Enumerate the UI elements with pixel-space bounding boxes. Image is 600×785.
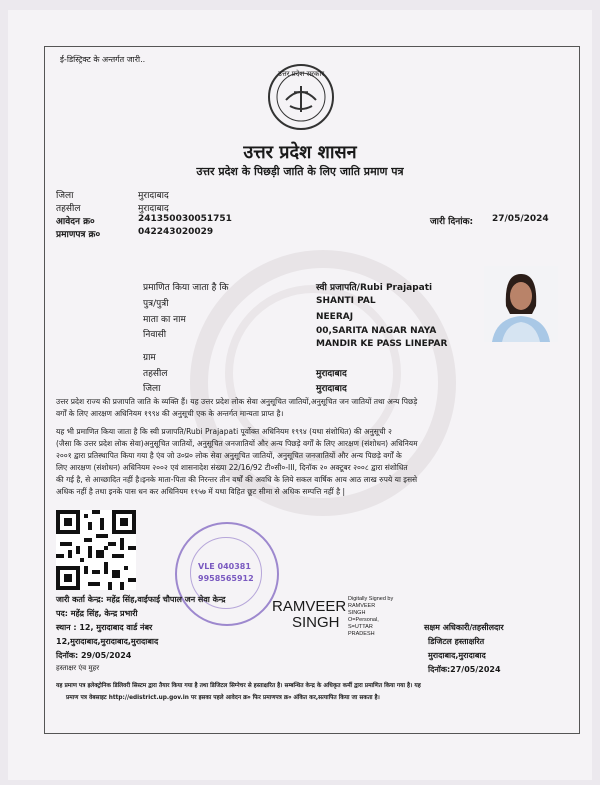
person-tehsil-label: तहसील	[143, 369, 168, 379]
person-district-value: मुरादाबाद	[316, 384, 347, 394]
district-value: मुरादाबाद	[138, 191, 169, 201]
issuer-date: दिनॉक: 29/05/2024	[56, 651, 132, 660]
authority-designation: सक्षम अधिकारी/तहसीलदार	[424, 623, 504, 632]
address-line1: 00,SARITA NAGAR NAYA	[316, 326, 437, 336]
digital-sign-detail-6: PRADESH	[348, 631, 375, 637]
issuer-post: पद: महेंद्र सिंह, केन्द्र प्रभारी	[56, 609, 138, 618]
person-district-label: जिला	[143, 384, 161, 394]
applicant-photo	[484, 266, 558, 342]
tehsil-value: मुरादाबाद	[138, 204, 169, 214]
certify-label: प्रमाणित किया जाता है कि	[143, 283, 229, 293]
issuer-place: स्थान : 12, मुरादाबाद वार्ड नंबर	[56, 623, 153, 632]
digital-sign-detail-3: SINGH	[348, 610, 366, 616]
application-value: 241350030051751	[138, 214, 232, 224]
authority-location: मुरादाबाद,मुरादाबाद	[428, 651, 486, 660]
footer-note-line2: प्रमाण पत्र वेबसाइट http://edistrict.up.gov.in पर इसका पहले आवेदन क्र० फिर प्रमाणपत्र क्र० अंकित कर,सत्यापित किया जा सकता है।	[66, 695, 380, 701]
qr-code	[56, 510, 136, 590]
sign-and-seal-note: हस्ताक्षर एंव मुहर	[56, 664, 100, 672]
digital-sign-detail-2: RAMVEER	[348, 603, 376, 609]
caste-paragraph-line1: उत्तर प्रदेश राज्य की प्रजापति जाति के व्यक्ति हैं। यह उत्तर प्रदेश लोक सेवा अनुसूचित जातियों,अनुसूचित जन जातियों तथा अन्य पिछड़े	[56, 397, 418, 406]
digital-sign-name-line1: RAMVEER	[272, 598, 347, 615]
certify-paragraph-line6: अधिक नहीं है तथा इनके पास धन कर अधिनियम १९५७ में यथा विहित छूट सीमा से अधिक सम्पत्ति नहीं है |	[56, 487, 346, 496]
emblem-label: उत्तर प्रदेश सरकार	[278, 70, 325, 78]
district-label: जिला	[56, 191, 74, 201]
mother-value: NEERAJ	[316, 312, 354, 322]
authority-date: दिनॉक:27/05/2024	[428, 665, 501, 674]
applicant-name: स्वी प्रजापति/Rubi Prajapati	[316, 283, 433, 293]
certify-paragraph-line3: २००१ द्वारा प्रतिस्थापित किया गया है एंव जो उ०प्र० लोक सेवा अनुसूचित जातियों, अनुसूचित जनजातियों और अन्य पिछड़े वर्गों के	[56, 451, 402, 460]
application-label: आवेदन क्र०	[56, 217, 95, 227]
seal-vle-id: VLE 040381	[198, 562, 251, 571]
address-line2: MANDIR KE PASS LINEPAR	[316, 339, 448, 349]
certify-paragraph-line5: की गई है, से आच्छादित नहीं है।इनके माता-पिता की निरन्तर तीन वर्षों की अवधि के लिये सकल वार्षिक आय आठ लाख रुपये या इससे	[56, 475, 418, 484]
certify-paragraph-line1: यह भी प्रमाणित किया जाता है कि स्वी प्रजापति/Rubi Prajapati पूर्वोक्त अधिनियम १९९४ (यथा संशोधित) की अनुसूची २	[56, 427, 392, 436]
footer-note-line1: यह प्रमाण पत्र इलेक्ट्रोनिक डिलिवरी सिस्टम द्वारा तैयार किया गया है तथा डिजिटल सिग्नेचर से हस्ताक्षरित है। सम्बन्धित केन्द्र के अधिकृत कर्मी द्वारा प्रमाणित किया गया है। यह	[56, 683, 421, 689]
tehsil-label: तहसील	[56, 204, 81, 214]
certify-paragraph-line4: लिए आरक्षण (संशोधन) अधिनियम २००२ एवं शासनादेश संख्या 22/16/92 टी०सी०-III, दिनॉक २० अक्टूबर २००८ द्वारा संशोधित	[56, 463, 408, 472]
digital-sign-detail-5: S=UTTAR	[348, 624, 373, 630]
issued-under-edistrict-note: ई-डिस्ट्रिक्ट के अन्तर्गत जारी..	[60, 55, 146, 64]
certificate-title: उत्तर प्रदेश शासन	[243, 142, 357, 163]
seal-phone: 9958565912	[198, 574, 254, 583]
parent-value: SHANTI PAL	[316, 296, 376, 306]
resident-label: निवासी	[143, 330, 167, 340]
digital-sign-detail-4: O=Personal,	[348, 617, 379, 623]
issue-date-label: जारी दिनांक:	[430, 217, 474, 227]
certificate-number-value: 042243020029	[138, 227, 214, 237]
digital-sign-detail-1: Digitally Signed by	[348, 596, 394, 602]
caste-paragraph-line2: वर्गों के लिए आरक्षण अधिनियम १९९४ की अनुसूची एक के अन्तर्गत मान्यता प्राप्त है।	[56, 409, 284, 418]
issuer-place-line2: 12,मुरादाबाद,मुरादाबाद,मुरादाबाद	[56, 637, 159, 646]
issuer-center: जारी कर्ता केन्द्र: महेंद्र सिंह,वाईफाई चौपाल जन सेवा केन्द्र	[56, 595, 226, 604]
certificate-subtitle: उत्तर प्रदेश के पिछड़ी जाति के लिए जाति प्रमाण पत्र	[196, 165, 404, 178]
person-tehsil-value: मुरादाबाद	[316, 369, 347, 379]
mother-label: माता का नाम	[143, 315, 186, 325]
digital-sign-details	[348, 596, 393, 638]
parent-label: पुत्र/पुत्री	[143, 299, 169, 309]
issue-date-value: 27/05/2024	[492, 214, 549, 224]
digital-sign-name-line2: SINGH	[292, 614, 340, 631]
authority-digitally-signed: डिजिटल हस्ताक्षरित	[428, 637, 485, 646]
certificate-number-label: प्रमाणपत्र क्र०	[56, 230, 101, 240]
certify-paragraph-line2: (जैसा कि उत्तर प्रदेश लोक सेवा)अनुसूचित जातियों, अनुसूचित जनजातियों और अन्य पिछड़े वर्गों के लिए आरक्षण (संशोधन) अधिनियम	[56, 439, 418, 448]
village-label: ग्राम	[143, 353, 156, 363]
